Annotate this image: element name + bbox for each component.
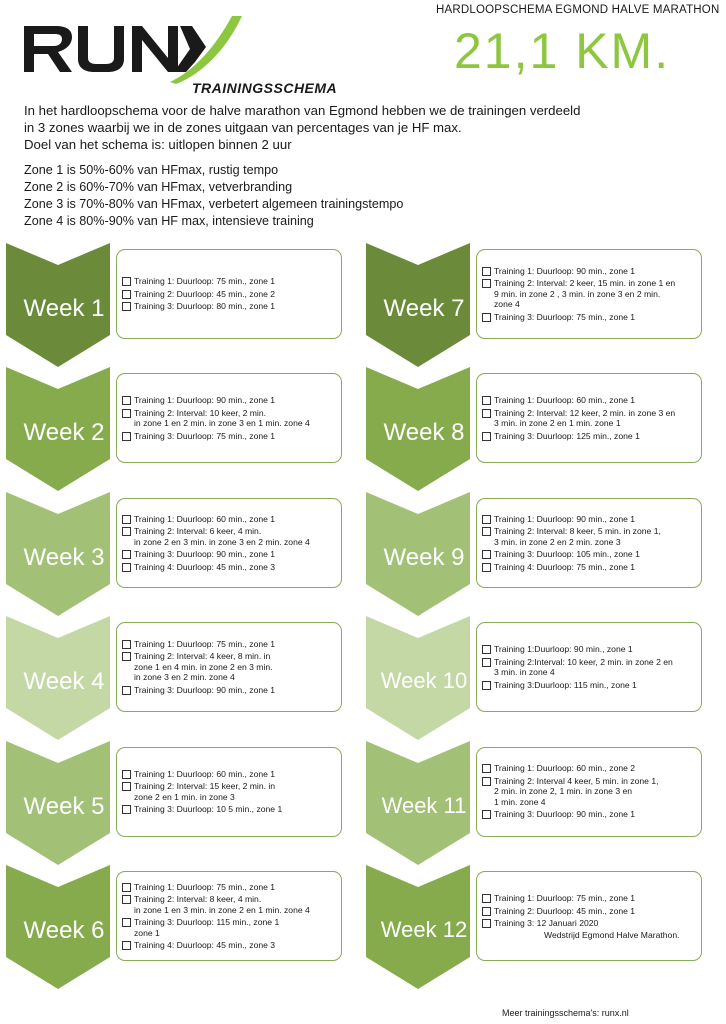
training-checkbox[interactable] xyxy=(122,396,131,405)
training-checkbox[interactable] xyxy=(482,645,491,654)
training-item xyxy=(482,776,701,808)
training-item xyxy=(122,276,341,287)
training-text: Training 1: Duurloop: 75 min., zone 1 xyxy=(134,638,276,649)
training-text: Training 4: Duurloop: 45 min., zone 3 xyxy=(134,561,276,572)
training-checkbox[interactable] xyxy=(122,686,131,695)
training-checkbox[interactable] xyxy=(482,777,491,786)
week-label: Week 10 xyxy=(380,668,468,694)
training-text: Training 3: Duurloop: 75 min., zone 1 xyxy=(494,311,636,322)
training-checkbox[interactable] xyxy=(122,918,131,927)
training-card xyxy=(116,373,342,463)
training-item xyxy=(482,893,701,904)
training-checkbox[interactable] xyxy=(482,550,491,559)
training-text: Training 4: Duurloop: 45 min., zone 3 xyxy=(134,940,276,950)
training-text: Training 1: Duurloop: 75 min., zone 1 xyxy=(134,276,276,287)
training-checkbox[interactable] xyxy=(482,396,491,405)
training-checkbox[interactable] xyxy=(122,652,131,661)
training-item xyxy=(122,395,341,406)
training-checkbox[interactable] xyxy=(122,782,131,791)
training-checkbox[interactable] xyxy=(482,810,491,819)
training-text: Training 2: Interval: 10 keer, 2 min. in zone 1 en 2 min. in zone 3 en 1 min. zone 4 xyxy=(134,407,310,429)
training-checkbox[interactable] xyxy=(482,313,491,322)
training-text: Training 2: Interval 4 keer, 5 min. in zone 1, 2 min. in zone 2, 1 min. in zone 3 en 1 min. zone 4 xyxy=(494,775,659,807)
training-text: Training 1: Duurloop: 75 min., zone 1 xyxy=(134,881,276,892)
week-block xyxy=(366,492,711,617)
training-card xyxy=(476,747,702,837)
week-label: Week 9 xyxy=(383,543,465,571)
week-label: Week 7 xyxy=(383,295,465,322)
training-item xyxy=(482,763,701,774)
week-label: Week 11 xyxy=(381,792,467,818)
training-checkbox[interactable] xyxy=(482,515,491,524)
training-text: Training 2: Duurloop: 45 min., zone 2 xyxy=(134,288,276,299)
race-note: Wedstrijd Egmond Halve Marathon. xyxy=(544,929,680,940)
training-item xyxy=(122,781,341,802)
week-block xyxy=(6,865,351,990)
training-checkbox[interactable] xyxy=(122,409,131,418)
training-checkbox[interactable] xyxy=(122,883,131,892)
training-checkbox[interactable] xyxy=(482,432,491,441)
training-item xyxy=(482,562,701,573)
week-label: Week 12 xyxy=(380,917,468,942)
training-checkbox[interactable] xyxy=(122,941,131,950)
zone-item: Zone 3 is 70%-80% van HFmax, verbetert algemeen trainingstempo xyxy=(24,197,404,211)
training-text: Training 1: Duurloop: 60 min., zone 2 xyxy=(494,763,636,774)
runx-logo xyxy=(20,12,340,96)
training-text: Training 2: Interval: 6 keer, 4 min. in zone 2 en 3 min. in zone 3 en 2 min. zone 4 xyxy=(134,526,310,547)
training-card xyxy=(116,871,342,961)
training-checkbox[interactable] xyxy=(482,409,491,418)
week-block xyxy=(6,243,351,368)
training-card xyxy=(476,373,702,463)
week-block xyxy=(6,616,351,741)
distance-title: 21,1 KM. xyxy=(454,23,671,79)
training-card xyxy=(476,871,702,961)
training-item xyxy=(122,289,341,300)
training-checkbox[interactable] xyxy=(482,527,491,536)
training-item xyxy=(122,940,341,951)
training-card xyxy=(116,622,342,712)
training-text: Training 3: Duurloop: 115 min., zone 1 zone 1 xyxy=(134,917,280,938)
training-item xyxy=(122,917,341,938)
training-text: Training 2:Interval: 10 keer, 2 min. in zone 2 en 3 min. in zone 4 xyxy=(494,656,673,678)
training-item xyxy=(482,918,701,929)
intro-text xyxy=(24,102,714,153)
training-text: Training 3: Duurloop: 90 min., zone 1 xyxy=(494,809,636,820)
training-text: Training 2: Interval: 15 keer, 2 min. in zone 2 en 1 min. in zone 3 xyxy=(134,781,276,802)
training-card xyxy=(476,249,702,339)
intro-line: In het hardloopschema voor de halve marathon van Egmond hebben we de trainingen verdeeld xyxy=(24,103,581,118)
schema-kicker: HARDLOOPSCHEMA EGMOND HALVE MARATHON xyxy=(436,4,720,16)
training-item xyxy=(482,549,701,560)
training-item xyxy=(122,431,341,442)
training-checkbox[interactable] xyxy=(482,267,491,276)
week-block xyxy=(366,865,711,990)
week-label: Week 3 xyxy=(23,543,105,571)
logo-tagline: TRAININGSSCHEMA xyxy=(192,80,338,96)
training-item xyxy=(482,408,701,429)
training-checkbox[interactable] xyxy=(482,658,491,667)
training-text: Training 3: Duurloop: 90 min., zone 1 xyxy=(134,684,276,695)
training-item xyxy=(482,906,701,917)
week-block xyxy=(366,616,711,741)
training-item xyxy=(482,266,701,277)
training-text: Training 1:Duurloop: 90 min., zone 1 xyxy=(494,644,633,655)
training-checkbox[interactable] xyxy=(122,302,131,311)
week-label: Week 6 xyxy=(23,917,105,944)
training-checkbox[interactable] xyxy=(482,907,491,916)
footer-link[interactable]: Meer trainingsschema's: runx.nl xyxy=(502,1008,629,1018)
training-item xyxy=(482,657,701,678)
training-text: Training 3: Duurloop: 80 min., zone 1 xyxy=(134,301,276,312)
week-block xyxy=(6,492,351,617)
training-item xyxy=(122,639,341,650)
training-text: Training 1: Duurloop: 75 min., zone 1 xyxy=(494,893,636,903)
training-item xyxy=(122,408,341,429)
training-card xyxy=(116,249,342,339)
training-text: Training 2: Interval: 12 keer, 2 min. in zone 3 en 3 min. in zone 2 en 1 min. zone 1 xyxy=(494,407,676,429)
training-item xyxy=(122,549,341,560)
training-checkbox[interactable] xyxy=(122,290,131,299)
training-checkbox[interactable] xyxy=(482,894,491,903)
intro-line: in 3 zones waarbij we in de zones uitgaan van percentages van je HF max. xyxy=(24,120,462,135)
training-text: Training 2: Interval: 2 keer, 15 min. in zone 1 en 9 min. in zone 2 , 3 min. in zone 3 en 2 min. zone 4 xyxy=(494,278,676,310)
training-item xyxy=(122,651,341,683)
training-item xyxy=(122,526,341,547)
training-item xyxy=(122,882,341,893)
training-card xyxy=(476,498,702,588)
training-item xyxy=(122,894,341,915)
training-checkbox[interactable] xyxy=(122,640,131,649)
training-text: Training 2: Interval: 8 keer, 4 min. in zone 1 en 3 min. in zone 2 en 1 min. zone 4 xyxy=(134,894,310,915)
training-text: Training 3: Duurloop: 75 min., zone 1 xyxy=(134,430,276,441)
training-item xyxy=(482,514,701,525)
training-checkbox[interactable] xyxy=(482,764,491,773)
training-checkbox[interactable] xyxy=(122,550,131,559)
training-card xyxy=(476,622,702,712)
training-item xyxy=(122,514,341,525)
training-checkbox[interactable] xyxy=(122,770,131,779)
training-text: Training 2: Interval: 4 keer, 8 min. in zone 1 en 4 min. in zone 2 en 3 min. in zone 3 en 2 min. zone 4 xyxy=(134,651,273,683)
training-checkbox[interactable] xyxy=(482,563,491,572)
training-text: Training 3:Duurloop: 115 min., zone 1 xyxy=(494,679,637,690)
zone-item: Zone 1 is 50%-60% van HFmax, rustig tempo xyxy=(24,163,279,177)
training-card xyxy=(116,498,342,588)
training-text: Training 1: Duurloop: 60 min., zone 1 xyxy=(134,768,276,779)
training-text: Training 3: Duurloop: 10 5 min., zone 1 xyxy=(134,804,283,815)
training-checkbox[interactable] xyxy=(482,279,491,288)
training-text: Training 1: Duurloop: 90 min., zone 1 xyxy=(134,395,276,406)
training-checkbox[interactable] xyxy=(122,277,131,286)
training-card xyxy=(116,747,342,837)
training-item xyxy=(122,685,341,696)
training-item xyxy=(482,395,701,406)
training-checkbox[interactable] xyxy=(122,563,131,572)
week-label: Week 1 xyxy=(23,295,105,322)
intro-goal: Doel van het schema is: uitlopen binnen 2 uur xyxy=(24,137,292,152)
training-text: Training 3: Duurloop: 90 min., zone 1 xyxy=(134,549,276,560)
training-checkbox[interactable] xyxy=(122,527,131,536)
training-item xyxy=(122,301,341,312)
training-item xyxy=(122,769,341,780)
training-text: Training 1: Duurloop: 90 min., zone 1 xyxy=(494,513,636,524)
training-text: Training 2: Interval: 8 keer, 5 min. in zone 1, 3 min. in zone 2 en 2 min. zone 3 xyxy=(494,526,661,547)
zone-item: Zone 4 is 80%-90% van HF max, intensieve training xyxy=(24,214,314,228)
training-item xyxy=(482,680,701,691)
training-text: Training 3: Duurloop: 105 min., zone 1 xyxy=(494,549,640,560)
week-label: Week 2 xyxy=(23,419,105,447)
training-item xyxy=(482,809,701,820)
training-checkbox[interactable] xyxy=(122,432,131,441)
training-text: Training 1: Duurloop: 90 min., zone 1 xyxy=(494,265,636,276)
training-item xyxy=(122,562,341,573)
training-checkbox[interactable] xyxy=(482,681,491,690)
week-label: Week 4 xyxy=(23,668,105,696)
training-item xyxy=(482,644,701,655)
week-block xyxy=(366,741,711,866)
training-item xyxy=(482,312,701,323)
week-label: Week 5 xyxy=(23,792,105,820)
training-item xyxy=(482,526,701,547)
week-block xyxy=(6,741,351,866)
week-block xyxy=(366,367,711,492)
runx-logo-mark xyxy=(20,12,250,84)
training-text: Training 2: Duurloop: 45 min., zone 1 xyxy=(494,905,636,916)
zone-item: Zone 2 is 60%-70% van HFmax, vetverbranding xyxy=(24,180,293,194)
training-item xyxy=(122,804,341,815)
training-text: Training 4: Duurloop: 75 min., zone 1 xyxy=(494,561,636,572)
zone-list xyxy=(24,162,403,230)
week-block xyxy=(366,243,711,368)
training-checkbox[interactable] xyxy=(122,515,131,524)
training-text: Training 1: Duurloop: 60 min., zone 1 xyxy=(494,395,636,406)
training-text: Training 1: Duurloop: 60 min., zone 1 xyxy=(134,513,276,524)
training-checkbox[interactable] xyxy=(482,919,491,928)
training-item xyxy=(482,278,701,310)
week-label: Week 8 xyxy=(383,419,465,447)
training-checkbox[interactable] xyxy=(122,895,131,904)
training-text: Training 3: Duurloop: 125 min., zone 1 xyxy=(494,430,640,441)
training-text: Training 3: 12 Januari 2020 xyxy=(494,918,599,928)
training-checkbox[interactable] xyxy=(122,805,131,814)
week-block xyxy=(6,367,351,492)
training-item xyxy=(482,431,701,442)
